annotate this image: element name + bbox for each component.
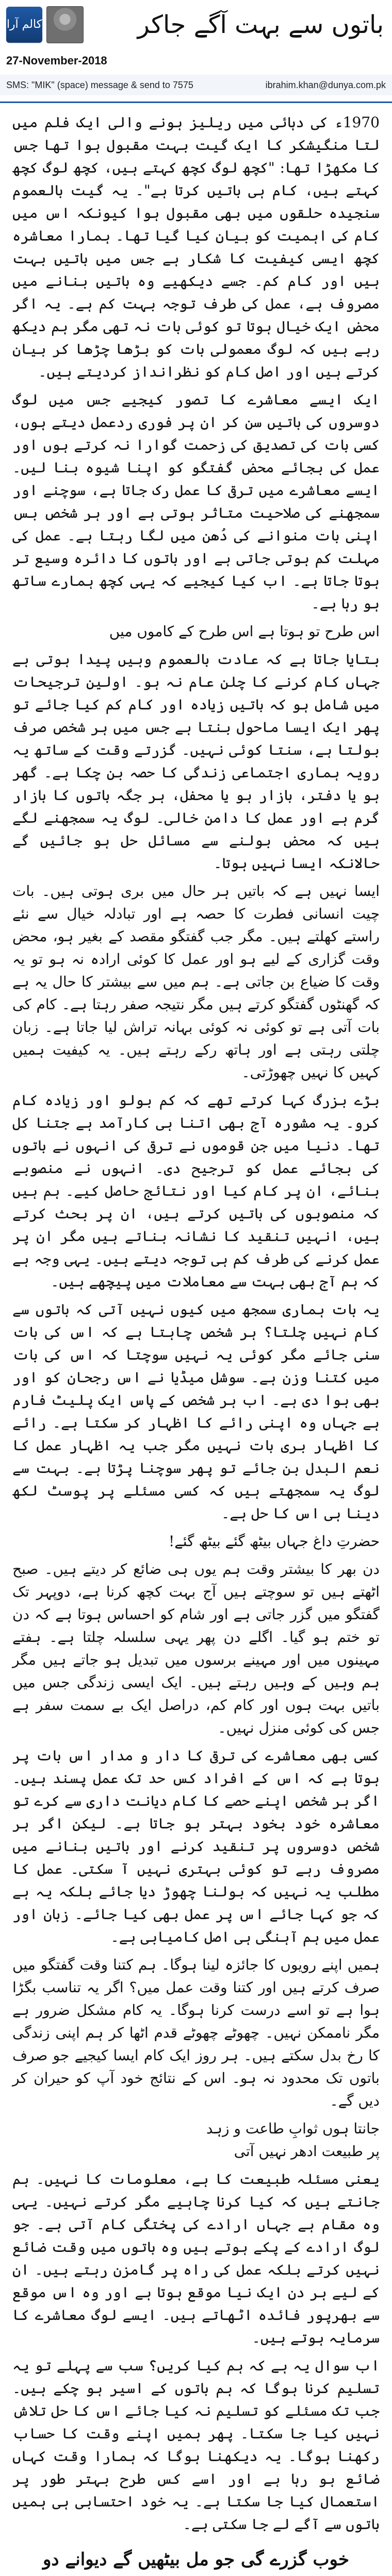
brand-block (6, 6, 84, 43)
brand-logo: کالم آرا (6, 7, 42, 43)
paragraph: یہ بات ہماری سمجھ میں کیوں نہیں آتی کہ باتوں سے کام نہیں چلتا؟ ہر شخص چاہتا ہے کہ اس کی بات سنی جائے مگر کوئی یہ نہیں سوچتا کہ اس کی بات میں کتنا وزن ہے۔ سوشل میڈیا نے اس رجحان کو اور بھی ہوا دی ہے۔ اب ہر شخص کے پاس ایک پلیٹ فارم ہے جہاں وہ اپنی رائے کا اظہار کر سکتا ہے۔ رائے کا اظہار بری بات نہیں مگر جب یہ اظہار عمل کا نعم البدل بن جائے تو پھر سوچنا پڑتا ہے۔ بہت سے لوگ یہ سمجھتے ہیں کہ کسی مسئلے پر پوسٹ لکھ دینا ہی اس کا حل ہے۔ (12, 1301, 380, 1522)
sms-instruction: SMS: "MIK" (space) message & send to 7575 (6, 79, 193, 90)
verse: اس طرح تو ہوتا ہے اس طرح کے کاموں میں (109, 623, 380, 640)
paragraph: یعنی مسئلہ طبیعت کا ہے، معلومات کا نہیں۔ ہم جانتے ہیں کہ کیا کرنا چاہیے مگر کرتے نہیں۔ یہی وہ مقام ہے جہاں ارادے کی پختگی کام آتی ہے۔ جو لوگ ارادے کے پکے ہوتے ہیں وہ باتوں میں وقت ضائع نہیں کرتے بلکہ عمل کی راہ پر گامزن رہتے ہیں۔ ان کے لیے ہر دن ایک نیا موقع ہوتا ہے اور وہ اس موقع سے بھرپور فائدہ اٹھاتے ہیں۔ ایسے لوگ معاشرے کا سرمایہ ہوتے ہیں۔ (12, 2171, 380, 2346)
paragraph: ایسا نہیں ہے کہ باتیں ہر حال میں بری ہوتی ہیں۔ بات چیت انسانی فطرت کا حصہ ہے اور تبادلہ خیال سے نئے راستے کھلتے ہیں۔ مگر جب گفتگو مقصد کے بغیر ہو، محض وقت گزاری کے لیے ہو اور عمل کا کوئی ارادہ نہ ہو تو یہ وقت کا ضیاع بن جاتی ہے۔ ہم میں سے بیشتر کا حال یہ ہے کہ گھنٹوں گفتگو کرتے ہیں مگر نتیجہ صفر رہتا ہے۔ کام کی بات آتی ہے تو کوئی نہ کوئی بہانہ تراش لیا جاتا ہے۔ زبان چلتی رہتی ہے اور ہاتھ رکے رہتے ہیں۔ یہ کیفیت ہمیں کہیں کا نہیں چھوڑتی۔ (12, 883, 380, 1081)
paragraph: ہمیں اپنے رویوں کا جائزہ لینا ہوگا۔ ہم کتنا وقت گفتگو میں صرف کرتے ہیں اور کتنا وقت عمل میں؟ اگر یہ تناسب بگڑا ہوا ہے تو اسے درست کرنا ہوگا۔ یہ کام مشکل ضرور ہے مگر ناممکن نہیں۔ چھوٹے چھوٹے قدم اٹھا کر ہم اپنی زندگی کا رخ بدل سکتے ہیں۔ ہر روز ایک کام ایسا کیجیے جو صرف باتوں تک محدود نہ ہو۔ اس کے نتائج خود آپ کو حیران کر دیں گے۔ (12, 1956, 380, 2109)
verse: حضرتِ داغ جہاں بیٹھ گئے بیٹھ گئے! (169, 1533, 380, 1550)
paragraph: اب سوال یہ ہے کہ ہم کیا کریں؟ سب سے پہلے تو یہ تسلیم کرنا ہوگا کہ ہم باتوں کے اسیر ہو چکے ہیں۔ جب تک مسئلے کو تسلیم نہ کیا جائے اس کا حل تلاش نہیں کیا جا سکتا۔ پھر ہمیں اپنے وقت کا حساب رکھنا ہوگا۔ یہ دیکھنا ہوگا کہ ہمارا وقت کہاں ضائع ہو رہا ہے اور اسے کس طرح بہتر طور پر استعمال کیا جا سکتا ہے۔ یہ خود احتسابی ہی ہمیں باتوں سے آگے لے جا سکتی ہے۔ (12, 2357, 380, 2533)
paragraph: 1970ء کی دہائی میں ریلیز ہونے والی ایک فلم میں لتا منگیشکر کا ایک گیت بہت مقبول ہوا تھا جس کا مکھڑا تھا: "کچھ لوگ کچھ کہتے ہیں، کچھ لوگ کچھ کہتے ہیں، کام ہی باتیں کرتا ہے"۔ یہ گیت بالعموم سنجیدہ حلقوں میں بھی مقبول ہوا کیونکہ اس میں کام کی اہمیت کو بیان کیا گیا تھا۔ ہمارا معاشرہ کچھ ایسی کیفیت کا شکار ہے جس میں باتیں بہت ہیں اور کام کم۔ جسے دیکھیے وہ باتیں بنانے میں مصروف ہے، عمل کی طرف توجہ بہت کم ہے۔ یہ اگر محض ایک خیال ہوتا تو کوئی بات نہ تھی مگر ہم دیکھ رہے ہیں کہ لوگ معمولی بات کو بڑھا چڑھا کر بیان کرتے ہیں اور اصل کام کو نظرانداز کردیتے ہیں۔ (12, 114, 380, 380)
article-body (0, 103, 392, 2576)
author-photo (46, 6, 84, 43)
paragraph: دن بھر کا بیشتر وقت ہم یوں ہی ضائع کر دیتے ہیں۔ صبح اٹھتے ہیں تو سوچتے ہیں آج بہت کچھ کرنا ہے، دوپہر تک گفتگو میں گزر جاتی ہے اور شام کو احساس ہوتا ہے کہ دن تو ختم ہو گیا۔ اگلے دن پھر یہی سلسلہ چلتا ہے۔ ہفتے مہینوں میں اور مہینے برسوں میں تبدیل ہو جاتے ہیں مگر ہم وہیں کے وہیں رہتے ہیں۔ ایک ایسی زندگی جس میں باتیں بہت ہوں اور کام کم، دراصل ایک بے سمت سفر ہے جس کی کوئی منزل نہیں۔ (12, 1561, 380, 1736)
paragraph: ایک ایسے معاشرے کا تصور کیجیے جس میں لوگ دوسروں کی باتیں سن کر ان پر فوری ردعمل دیتے ہوں، کسی بات کی تصدیق کی زحمت گوارا نہ کرتے ہوں اور عمل کی بجائے محض گفتگو کو اپنا شیوہ بنا لیں۔ ایسے معاشرے میں ترقی کا عمل رک جاتا ہے، سوچنے اور سمجھنے کی صلاحیت متاثر ہوتی ہے اور ہر شخص بس اپنی بات منوانے کی دُھن میں لگا رہتا ہے۔ عمل کی مہلت کم ہوتی جاتی ہے اور باتوں کا دائرہ وسیع تر ہوتا جاتا ہے۔ اب کیا کیجیے کہ یہی کچھ ہمارے ساتھ ہو رہا ہے۔ (12, 391, 380, 612)
article-header (0, 0, 392, 103)
subheading: خوب گزرے گی جو مل بیٹھیں گے دیوانے دو (42, 2549, 350, 2570)
paragraph: کسی بھی معاشرے کی ترقی کا دار و مدار اس بات پر ہوتا ہے کہ اس کے افراد کس حد تک عمل پسند ہیں۔ اگر ہر شخص اپنے حصے کا کام دیانت داری سے کرے تو معاشرہ خود بخود بہتر ہو جاتا ہے۔ لیکن اگر ہر شخص دوسروں پر تنقید کرنے اور باتیں بنانے میں مصروف رہے تو کوئی بہتری نہیں آ سکتی۔ عمل کا مطلب یہ نہیں کہ بولنا چھوڑ دیا جائے بلکہ یہ ہے کہ جو کہا جائے اس پر عمل بھی کیا جائے۔ زبان اور عمل میں ہم آہنگی ہی اصل کامیابی ہے۔ (12, 1747, 380, 1945)
author-email[interactable]: ibrahim.khan@dunya.com.pk (265, 79, 386, 90)
contact-bar (0, 75, 392, 95)
article-date: 27-November-2018 (6, 54, 107, 67)
article-title: باتوں سے بہت آگے جاکر (137, 10, 384, 39)
paragraph: بڑے بزرگ کہا کرتے تھے کہ کم بولو اور زیادہ کام کرو۔ یہ مشورہ آج بھی اتنا ہی کارآمد ہے جتنا کل تھا۔ دنیا میں جن قوموں نے ترقی کی انہوں نے باتوں کی بجائے عمل کو ترجیح دی۔ انہوں نے منصوبے بنائے، ان پر کام کیا اور نتائج حاصل کیے۔ ہم ہیں کہ منصوبوں کی باتیں کرتے ہیں، ان پر بحث کرتے ہیں، انہیں تنقید کا نشانہ بناتے ہیں مگر ان پر عمل کرنے کی طرف کم ہی توجہ دیتے ہیں۔ یہی وجہ ہے کہ ہم آج بھی بہت سے معاملات میں پیچھے ہیں۔ (12, 1092, 380, 1290)
paragraph: بتایا جاتا ہے کہ عادت بالعموم وہیں پیدا ہوتی ہے جہاں کام کرنے کا چلن عام نہ ہو۔ اولین ترجیحات میں شامل ہو کہ باتیں زیادہ اور کام کم کیا جائے تو پھر ایک ایسا ماحول بنتا ہے جس میں ہر شخص صرف بولتا ہے، سنتا کوئی نہیں۔ گزرتے وقت کے ساتھ یہ رویہ ہماری اجتماعی زندگی کا حصہ بن چکا ہے۔ گھر ہو یا دفتر، بازار ہو یا محفل، ہر جگہ باتوں کا بازار گرم ہے اور عمل کا دامن خالی۔ لوگ یہ سمجھنے لگے ہیں کہ محض بولنے سے مسائل حل ہو جائیں گے حالانکہ ایسا نہیں ہوتا۔ (12, 651, 380, 872)
verse: جانتا ہوں ثوابِ طاعت و زہد پر طبیعت ادھر نہیں آتی (206, 2120, 380, 2160)
